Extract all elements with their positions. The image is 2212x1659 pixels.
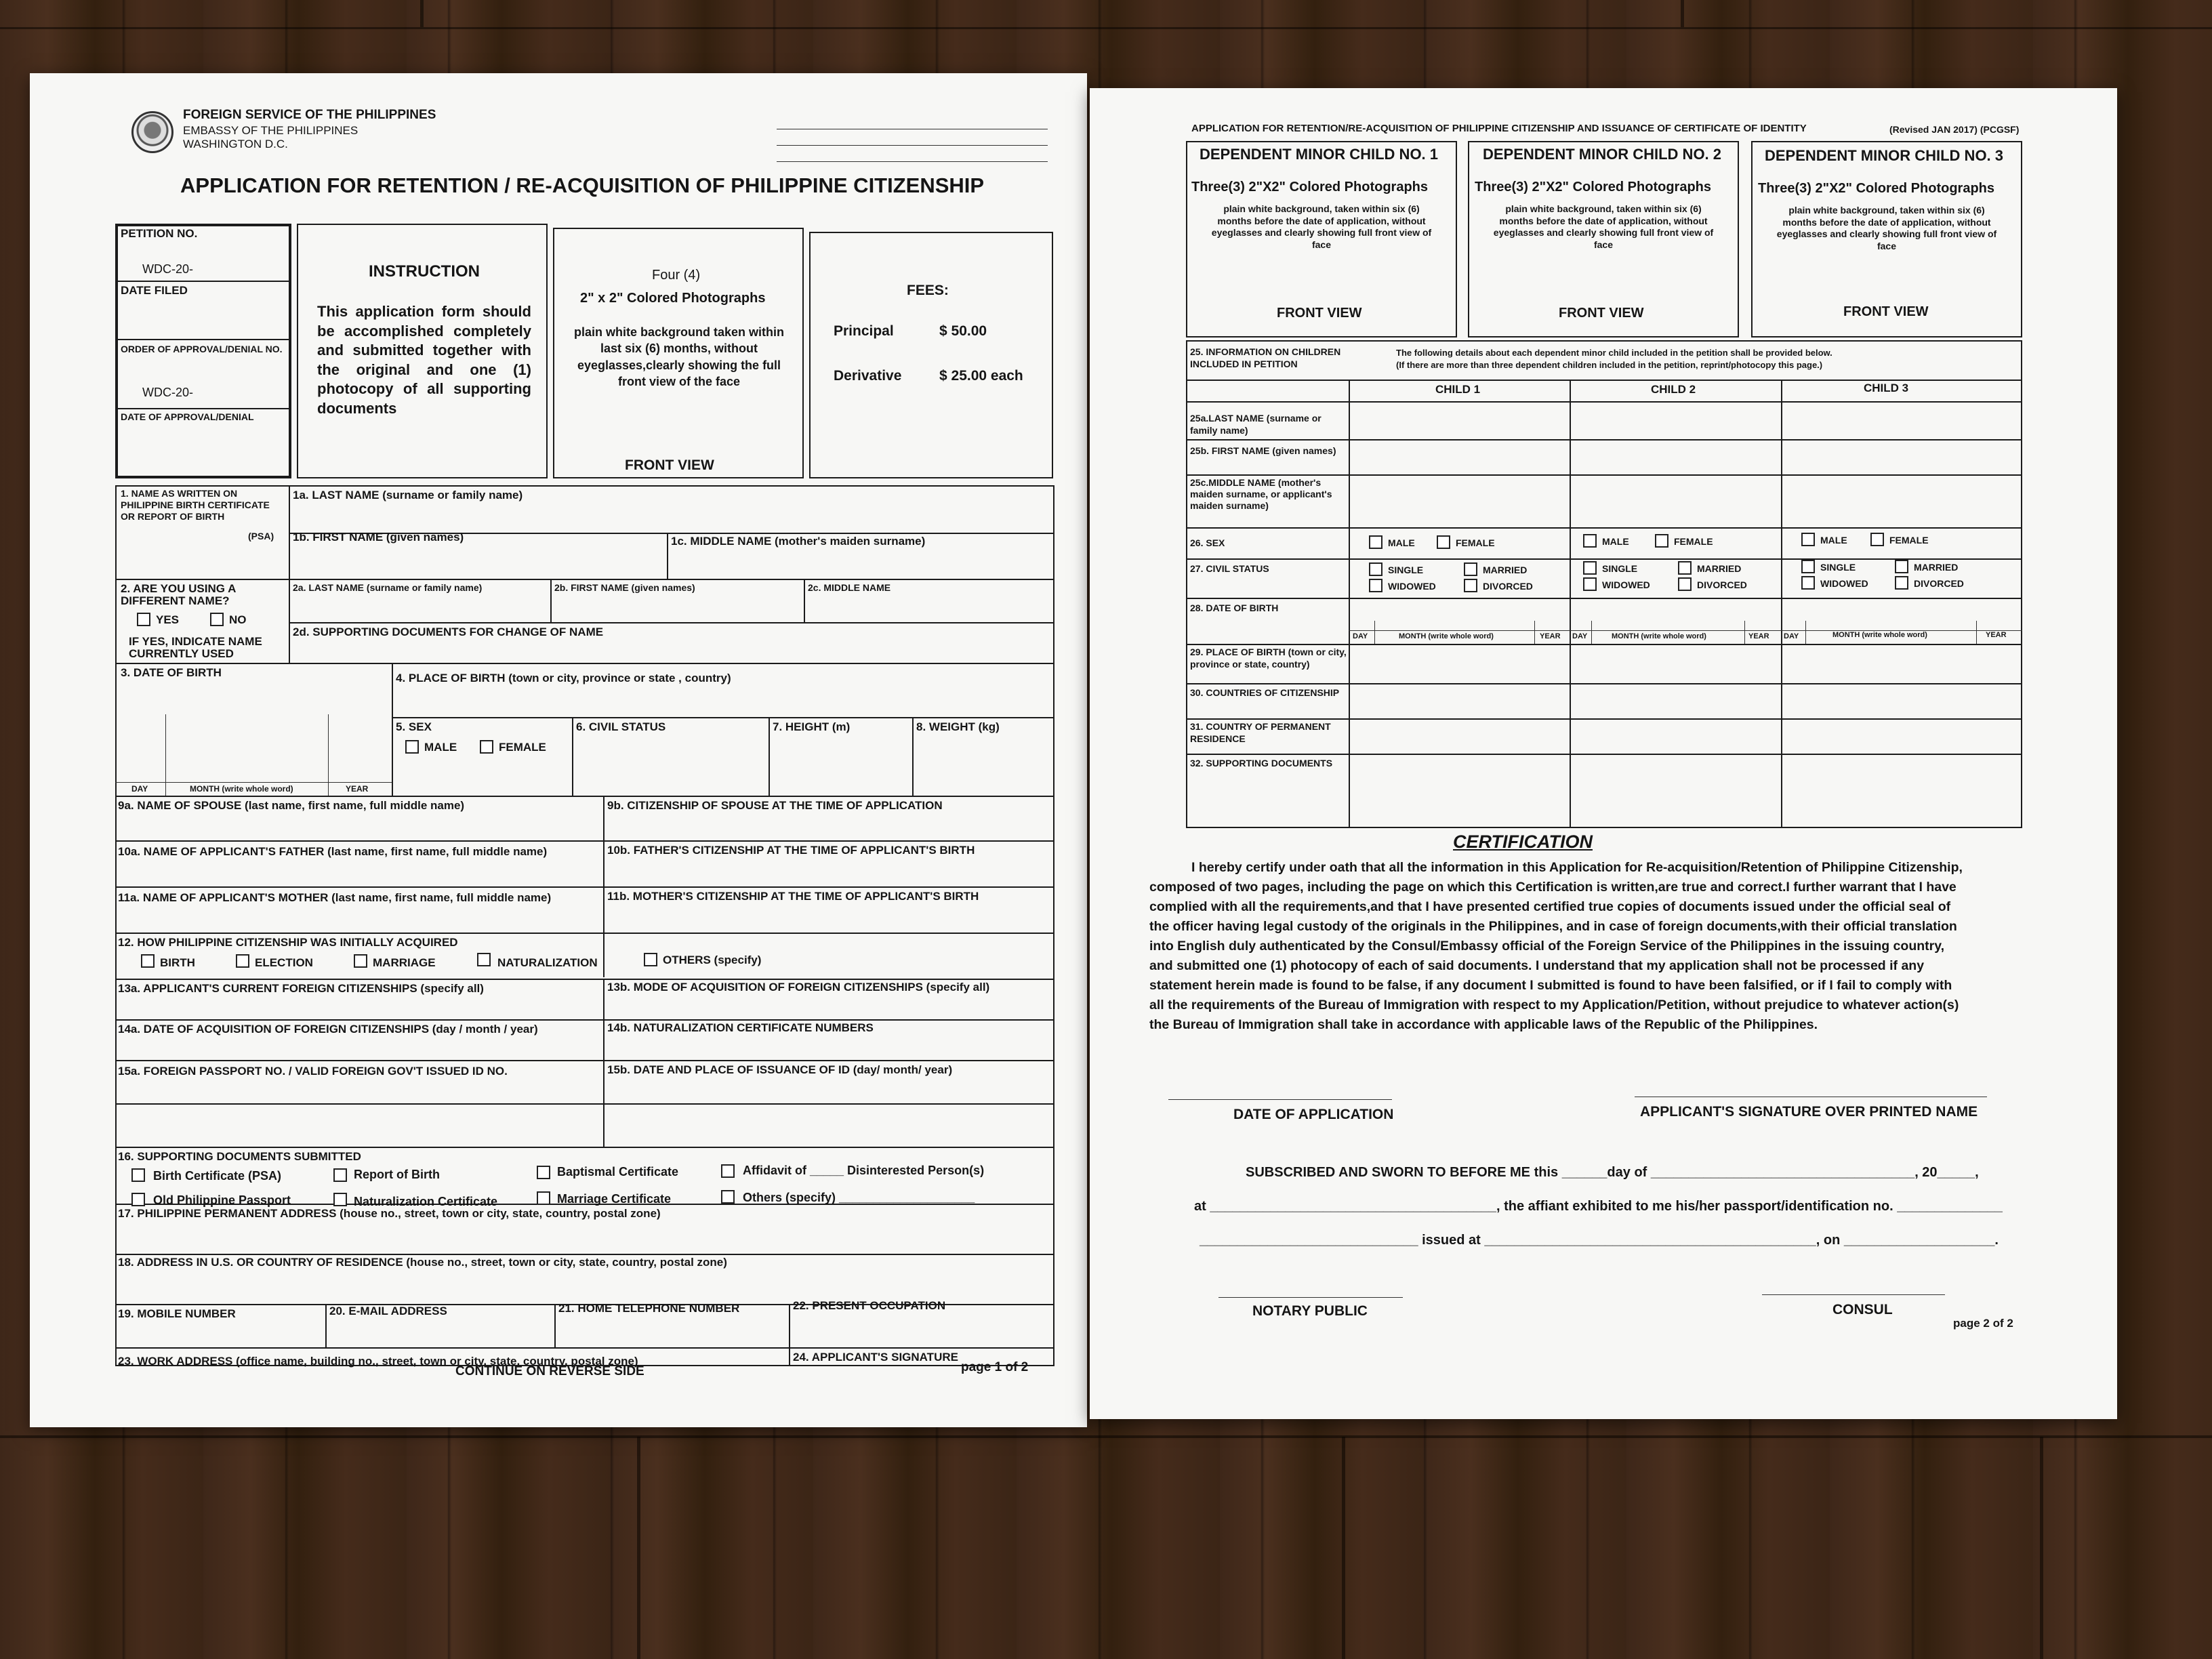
q12-birth-label: BIRTH [160,956,195,969]
q16-report-birth-checkbox[interactable] [333,1168,347,1182]
q2-yes-checkbox[interactable] [137,613,150,626]
child1-married-label: MARRIED [1483,565,1528,575]
date-filed-label: DATE FILED [121,284,188,297]
q8-weight[interactable]: 8. WEIGHT (kg) [916,720,1000,733]
q5-female-label: FEMALE [499,741,546,754]
q1a-last-name[interactable]: 1a. LAST NAME (surname or family name) [293,489,523,501]
q25-note2: (If there are more than three dependent children included in the petition, reprint/photocopy this page.) [1396,360,1823,370]
cert-line: the Bureau of Immigration shall take in accordance with applicable laws of the Republic of the Philippines. [1149,1017,1818,1032]
order-no-label: ORDER OF APPROVAL/DENIAL NO. [121,344,283,354]
q14b-naturalization-numbers[interactable]: 14b. NATURALIZATION CERTIFICATE NUMBERS [607,1021,874,1034]
child1-female-label: FEMALE [1456,537,1495,548]
child2-photo-line: Three(3) 2"X2" Colored Photographs [1475,180,1712,194]
q3-day-label: DAY [131,784,148,794]
child2-divorced-label: DIVORCED [1697,579,1747,590]
petition-no-prefix: WDC-20- [142,262,193,276]
child1-male-label: MALE [1388,537,1415,548]
child1-day-label: DAY [1353,632,1368,640]
child1-male-checkbox[interactable] [1369,535,1382,549]
child2-year-label: YEAR [1748,632,1769,640]
philippine-seal-icon [131,111,173,153]
child3-front-view: FRONT VIEW [1843,304,1929,319]
q16-affidavit-checkbox[interactable] [721,1164,735,1178]
notary-public-label[interactable]: NOTARY PUBLIC [1252,1303,1368,1319]
child2-married-label: MARRIED [1697,563,1742,574]
q12-label: 12. HOW PHILIPPINE CITIZENSHIP WAS INITIALLY ACQUIRED [118,936,458,949]
q12-others-label: OTHERS (specify) [663,954,762,966]
q22-occupation[interactable]: 22. PRESENT OCCUPATION [793,1299,946,1312]
fee-derivative-amount: $ 25.00 each [939,368,1023,384]
q9b-spouse-citizenship[interactable]: 9b. CITIZENSHIP OF SPOUSE AT THE TIME OF APPLICATION [607,799,943,812]
child2-married-checkbox[interactable] [1678,561,1692,575]
q1b-first-name[interactable]: 1b. FIRST NAME (given names) [293,531,464,544]
q11b-mother-citizenship[interactable]: 11b. MOTHER'S CITIZENSHIP AT THE TIME OF APPLICANT'S BIRTH [607,890,979,903]
child1-divorced-label: DIVORCED [1483,581,1533,592]
child2-single-checkbox[interactable] [1583,561,1597,575]
child2-female-checkbox[interactable] [1655,534,1668,548]
q17-ph-address[interactable]: 17. PHILIPPINE PERMANENT ADDRESS (house no., street, town or city, state, country, postal zone) [118,1207,661,1220]
q12-naturalization-checkbox[interactable] [477,953,491,966]
photo-size: 2" x 2" Colored Photographs [580,291,766,306]
photo-front-view: FRONT VIEW [625,457,714,473]
q12-election-label: ELECTION [255,956,313,969]
q19-mobile-number[interactable]: 19. MOBILE NUMBER [118,1307,236,1320]
q16-old-passport-label: Old Philippine Passport [153,1193,291,1207]
q1c-middle-name[interactable]: 1c. MIDDLE NAME (mother's maiden surname) [671,535,926,548]
date-of-application-label[interactable]: DATE OF APPLICATION [1233,1107,1394,1122]
applicant-signature-label[interactable]: APPLICANT'S SIGNATURE OVER PRINTED NAME [1640,1104,1978,1120]
child3-day-label: DAY [1784,632,1799,640]
child3-divorced-checkbox[interactable] [1895,576,1908,590]
row-25c-middle-name: 25c.MIDDLE NAME (mother's maiden surname, or applicant's maiden surname) [1190,477,1332,511]
cert-line: complied with all the requirements,and that I have presented certified true copies of documents issued under the official seal of [1149,899,1951,914]
q20-email-address[interactable]: 20. E-MAIL ADDRESS [329,1305,447,1317]
child3-year-label: YEAR [1986,631,2007,639]
q16-affidavit-label: Affidavit of _____ Disinterested Person(s) [743,1164,985,1177]
q6-civil-status[interactable]: 6. CIVIL STATUS [576,720,666,733]
q12-marriage-label: MARRIAGE [373,956,436,969]
child3-header: CHILD 3 [1864,382,1909,394]
child3-married-checkbox[interactable] [1895,560,1908,573]
q1-label: 1. NAME AS WRITTEN ON PHILIPPINE BIRTH CERTIFICATE OR REPORT OF BIRTH [121,488,270,522]
q2-note: IF YES, INDICATE NAME CURRENTLY USED [129,635,262,660]
child1-single-checkbox[interactable] [1369,562,1382,576]
child2-male-checkbox[interactable] [1583,534,1597,548]
child2-single-label: SINGLE [1602,563,1638,574]
q16-old-passport-checkbox[interactable] [131,1193,145,1206]
child2-divorced-checkbox[interactable] [1678,577,1692,591]
cert-line: the officer having legal custody of the originals in the Philippines, and in case of foreign documents,with their official translation [1149,919,1957,934]
q3-month-label: MONTH (write whole word) [190,784,293,794]
q4-place-of-birth[interactable]: 4. PLACE OF BIRTH (town or city, province or state , country) [396,672,731,684]
instruction-text: This application form should be accomplished completely and submitted together with the original and one (1) photocopy of all supporting documents [317,303,531,417]
cert-line: and submitted one (1) photocopy of each of said documents. I understand that my application shall not be processed if any [1149,958,1925,973]
child1-single-label: SINGLE [1388,565,1424,575]
child3-single-label: SINGLE [1820,562,1856,573]
q16-naturalization-label: Naturalization Certificate [354,1195,498,1208]
q2d-supporting-docs[interactable]: 2d. SUPPORTING DOCUMENTS FOR CHANGE OF NAME [293,626,604,638]
q21-home-telephone[interactable]: 21. HOME TELEPHONE NUMBER [558,1302,740,1315]
q5-male-label: MALE [424,741,457,754]
photo-description: plain white background taken within last six (6) months, without eyeglasses,clearly showing the full front view of the face [573,325,785,388]
q10b-father-citizenship[interactable]: 10b. FATHER'S CITIZENSHIP AT THE TIME OF APPLICANT'S BIRTH [607,844,975,857]
row-27-civil-status: 27. CIVIL STATUS [1190,563,1269,574]
q12-naturalization-label: NATURALIZATION [497,956,598,969]
page2-header: APPLICATION FOR RETENTION/RE-ACQUISITION OF PHILIPPINE CITIZENSHIP AND ISSUANCE OF CERTIFICATE OF IDENTITY [1191,123,1807,134]
child1-widowed-label: WIDOWED [1388,581,1436,592]
child1-female-checkbox[interactable] [1437,535,1450,549]
q2-yes-label: YES [156,613,180,626]
child1-photo-line: Three(3) 2"X2" Colored Photographs [1191,180,1429,194]
petition-no-label: PETITION NO. [121,227,198,240]
child3-photo-line: Three(3) 2"X2" Colored Photographs [1758,181,1995,196]
page-number-1: page 1 of 2 [961,1360,1029,1374]
child2-day-label: DAY [1572,632,1588,640]
child3-photo-desc: plain white background, taken within six (6) months before the date of application, without eyeglasses and clearly showing full front view of face [1776,205,1997,251]
child2-female-label: FEMALE [1674,536,1713,547]
q12-election-checkbox[interactable] [236,954,249,968]
q2c-middle-name[interactable]: 2c. MIDDLE NAME [808,582,891,593]
child3-widowed-label: WIDOWED [1820,578,1868,589]
embassy-city: WASHINGTON D.C. [183,138,288,150]
q16-marriage-checkbox[interactable] [537,1191,550,1205]
cert-line: composed of two pages, including the page on which this Certification is written,are true and correct.I further warrant that I have [1149,880,1957,895]
applicant-form-grid [115,485,1054,1366]
row-29-place-of-birth: 29. PLACE OF BIRTH (town or city, province or state, country) [1190,647,1347,670]
row-28-date-of-birth: 28. DATE OF BIRTH [1190,602,1279,613]
consul-label[interactable]: CONSUL [1832,1302,1893,1317]
q12-marriage-checkbox[interactable] [354,954,367,968]
child3-male-checkbox[interactable] [1801,533,1815,546]
q15b-id-issuance[interactable]: 15b. DATE AND PLACE OF ISSUANCE OF ID (day/ month/ year) [607,1063,953,1076]
q3-date-of-birth[interactable]: 3. DATE OF BIRTH [121,666,222,679]
fees-title: FEES: [907,283,949,298]
q13b-mode-of-acquisition[interactable]: 13b. MODE OF ACQUISITION OF FOREIGN CITIZENSHIPS (specify all) [607,981,990,994]
form-title: APPLICATION FOR RETENTION / RE-ACQUISITION OF PHILIPPINE CITIZENSHIP [180,173,985,197]
q16-label: 16. SUPPORTING DOCUMENTS SUBMITTED [118,1150,361,1163]
child1-year-label: YEAR [1540,632,1561,640]
child3-widowed-checkbox[interactable] [1801,576,1815,590]
q16-baptismal-checkbox[interactable] [537,1166,550,1179]
child2-month-label: MONTH (write whole word) [1612,632,1706,640]
child3-married-label: MARRIED [1914,562,1959,573]
child3-divorced-label: DIVORCED [1914,578,1964,589]
q24-signature[interactable]: 24. APPLICANT'S SIGNATURE [793,1351,958,1364]
q18-residence-address[interactable]: 18. ADDRESS IN U.S. OR COUNTRY OF RESIDENCE (house no., street, town or city, state, country, postal zone) [118,1256,727,1269]
sworn-line[interactable]: SUBSCRIBED AND SWORN TO BEFORE ME this ______day of ___________________________________, 20_____, [1246,1165,1979,1180]
q5-sex-label: 5. SEX [396,720,432,733]
order-no-prefix: WDC-20- [142,386,193,399]
agency-name: FOREIGN SERVICE OF THE PHILIPPINES [183,108,436,122]
q13a-foreign-citizenships[interactable]: 13a. APPLICANT'S CURRENT FOREIGN CITIZENSHIPS (specify all) [118,982,484,995]
q10a-father-name[interactable]: 10a. NAME OF APPLICANT'S FATHER (last name, first name, full middle name) [118,845,548,858]
q12-birth-checkbox[interactable] [141,954,155,968]
row-26-sex: 26. SEX [1190,537,1225,548]
child3-female-label: FEMALE [1889,535,1929,546]
q14a-date-of-acquisition[interactable]: 14a. DATE OF ACQUISITION OF FOREIGN CITIZENSHIPS (day / month / year) [118,1023,538,1036]
child2-widowed-checkbox[interactable] [1583,577,1597,591]
row-31-permanent-residence: 31. COUNTRY OF PERMANENT RESIDENCE [1190,721,1331,744]
q12-others-checkbox[interactable] [644,953,657,966]
child1-photo-desc: plain white background, taken within six (6) months before the date of application, without eyeglasses and clearly showing full front view of face [1211,203,1432,250]
page-number-2: page 2 of 2 [1953,1317,2013,1330]
photo-count: Four (4) [652,268,701,283]
child2-photo-desc: plain white background, taken within six (6) months before the date of application, without eyeglasses and clearly showing full front view of face [1493,203,1714,250]
q2-no-checkbox[interactable] [210,613,224,626]
child3-month-label: MONTH (write whole word) [1832,631,1927,639]
embassy-name: EMBASSY OF THE PHILIPPINES [183,124,359,137]
q16-others-checkbox[interactable] [721,1190,735,1204]
child2-front-view: FRONT VIEW [1559,306,1644,321]
q16-report-birth-label: Report of Birth [354,1168,440,1181]
q9a-spouse-name[interactable]: 9a. NAME OF SPOUSE (last name, first name, full middle name) [118,799,465,812]
q16-marriage-label: Marriage Certificate [557,1192,672,1206]
certification-text [1149,858,2071,1035]
cert-line: all the requirements of the Bureau of Immigration with respect to my Application/Petition, without prejudice to whatever action(s) [1149,998,1959,1012]
child1-front-view: FRONT VIEW [1277,306,1362,321]
q7-height[interactable]: 7. HEIGHT (m) [773,720,851,733]
certification-title: CERTIFICATION [1453,832,1593,852]
child3-male-label: MALE [1820,535,1847,546]
fee-principal-label: Principal [834,323,894,339]
row-25a-last-name: 25a.LAST NAME (surname or family name) [1190,413,1322,436]
cert-line: statement herein made is found to be false, if any document I submitted is found to have been falsified, or if I fail to comply with [1149,978,1952,993]
fees-box [809,232,1053,478]
q1-psa: (PSA) [248,531,274,541]
continue-reverse-note: CONTINUE ON REVERSE SIDE [455,1364,644,1378]
q2a-last-name[interactable]: 2a. LAST NAME (surname or family name) [293,582,483,593]
revision-note: (Revised JAN 2017) (PCGSF) [1889,124,2020,135]
child3-single-checkbox[interactable] [1801,560,1815,573]
q25-label: 25. INFORMATION ON CHILDREN INCLUDED IN PETITION [1190,346,1341,370]
q16-others-label: Others (specify) ____________________ [743,1191,975,1204]
child1-divorced-checkbox[interactable] [1464,579,1477,592]
q16-baptismal-label: Baptismal Certificate [557,1165,679,1179]
q15a-passport-no[interactable]: 15a. FOREIGN PASSPORT NO. / VALID FOREIGN GOV'T ISSUED ID NO. [118,1065,508,1078]
child1-month-label: MONTH (write whole word) [1399,632,1494,640]
child2-header: CHILD 2 [1651,383,1696,396]
child1-widowed-checkbox[interactable] [1369,579,1382,592]
date-approval-label: DATE OF APPROVAL/DENIAL [121,411,254,422]
child2-widowed-label: WIDOWED [1602,579,1650,590]
child1-married-checkbox[interactable] [1464,562,1477,576]
q23-work-address[interactable]: 23. WORK ADDRESS (office name, building no., street, town or city, state, country, postal zone) [118,1355,638,1368]
child3-photo-title: DEPENDENT MINOR CHILD NO. 3 [1765,147,2004,164]
q25-note1: The following details about each dependent minor child included in the petition shall be provided below. [1396,348,1832,358]
cert-line: I hereby certify under oath that all the information in this Application for Re-acquisition/Retention of Philippine Citizenship, [1191,860,1963,875]
issued-at-line[interactable]: _____________________________ issued at ____________________________________________, on ____________________. [1200,1233,1999,1248]
q16-birth-cert-label: Birth Certificate (PSA) [153,1169,282,1183]
q2-no-label: NO [229,613,247,626]
at-line[interactable]: at ______________________________________, the affiant exhibited to me his/her passport/identification no. ______________ [1194,1199,2003,1214]
child2-male-label: MALE [1602,536,1629,547]
q5-male-checkbox[interactable] [405,740,419,754]
q16-birth-cert-checkbox[interactable] [131,1168,145,1182]
form-page-2 [1090,88,2117,1419]
q11a-mother-name[interactable]: 11a. NAME OF APPLICANT'S MOTHER (last name, first name, full middle name) [118,891,552,904]
child2-photo-title: DEPENDENT MINOR CHILD NO. 2 [1483,146,1722,163]
q16-naturalization-checkbox[interactable] [333,1193,347,1206]
child1-photo-title: DEPENDENT MINOR CHILD NO. 1 [1200,146,1439,163]
instruction-title: INSTRUCTION [369,262,480,281]
q2-label: 2. ARE YOU USING A DIFFERENT NAME? [121,582,236,607]
cert-line: into English duly authenticated by the Consul/Embassy official of the Foreign Service of the Philippines in the issuing country, [1149,939,1945,954]
fee-derivative-label: Derivative [834,368,902,384]
row-32-supporting-docs: 32. SUPPORTING DOCUMENTS [1190,758,1333,769]
row-25b-first-name: 25b. FIRST NAME (given names) [1190,445,1336,456]
form-page-1 [30,73,1087,1427]
child1-header: CHILD 1 [1435,383,1481,396]
row-30-countries-citizenship: 30. COUNTRIES OF CITIZENSHIP [1190,687,1340,698]
q5-female-checkbox[interactable] [480,740,493,754]
child3-female-checkbox[interactable] [1870,533,1884,546]
q2b-first-name[interactable]: 2b. FIRST NAME (given names) [554,582,695,593]
fee-principal-amount: $ 50.00 [939,323,987,339]
q3-year-label: YEAR [346,784,369,794]
